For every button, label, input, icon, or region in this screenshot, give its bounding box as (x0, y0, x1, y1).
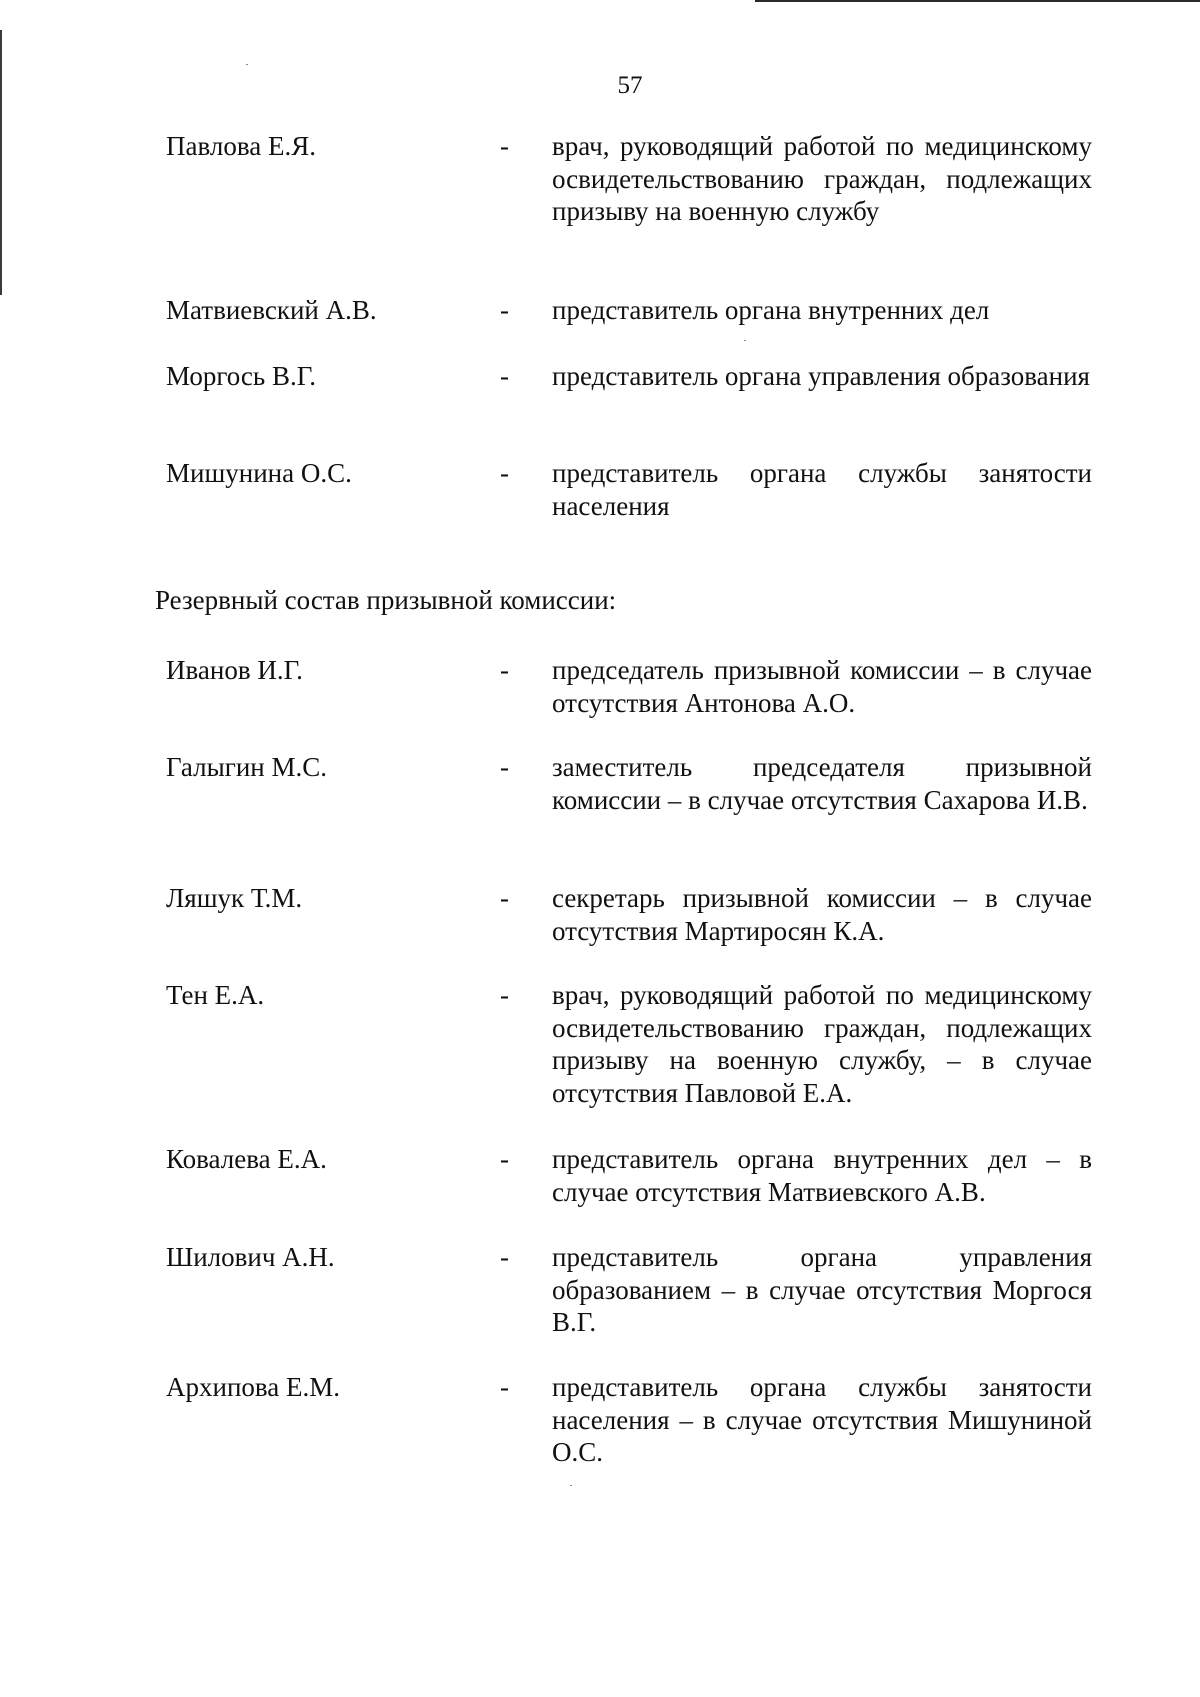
member-role: секретарь призывной комиссии – в случае отсутствия Мартиросян К.А. (552, 883, 1092, 946)
member-role: представитель органа службы занятости населения (552, 458, 1092, 521)
scan-speck (744, 340, 746, 341)
scan-edge-top (755, 0, 1200, 2)
member-role: представитель органа внутренних дел – в случае отсутствия Матвиевского А.В. (552, 1144, 1092, 1207)
member-name: Тен Е.А. (166, 980, 265, 1010)
member-role: заместитель председателя призывной комиссии – в случае отсутствия Сахарова И.В. (552, 752, 1092, 815)
member-name: Иванов И.Г. (166, 655, 303, 685)
member-role: врач, руководящий работой по медицинскому освидетельствованию граждан, подлежащих призыву на военную службу, – в случае отсутствия Павловой Е.А. (552, 980, 1092, 1108)
member-name: Ковалева Е.А. (166, 1144, 327, 1174)
reserve-section-heading: Резервный состав призывной комиссии: (155, 585, 617, 615)
member-separator: - (500, 1372, 509, 1402)
member-role: председатель призывной комиссии – в случае отсутствия Антонова А.О. (552, 655, 1092, 718)
member-separator: - (500, 131, 509, 161)
member-separator: - (500, 361, 509, 391)
member-role: врач, руководящий работой по медицинскому освидетельствованию граждан, подлежащих призыву на военную службу (552, 131, 1092, 226)
member-name: Мишунина О.С. (166, 458, 352, 488)
member-separator: - (500, 883, 509, 913)
member-name: Галыгин М.С. (166, 752, 328, 782)
member-separator: - (500, 458, 509, 488)
page-number: 57 (617, 72, 643, 99)
member-separator: - (500, 295, 509, 325)
member-separator: - (500, 1144, 509, 1174)
member-separator: - (500, 1242, 509, 1272)
member-role: представитель органа службы занятости населения – в случае отсутствия Мишуниной О.С. (552, 1372, 1092, 1467)
member-role: представитель органа внутренних дел (552, 295, 990, 325)
member-separator: - (500, 655, 509, 685)
scan-speck (246, 64, 248, 65)
member-name: Ляшук Т.М. (166, 883, 303, 913)
scan-speck (570, 1485, 572, 1486)
member-role: представитель органа управления образованием – в случае отсутствия Моргося В.Г. (552, 1242, 1092, 1337)
member-separator: - (500, 980, 509, 1010)
member-name: Архипова Е.М. (166, 1372, 341, 1402)
member-name: Павлова Е.Я. (166, 131, 316, 161)
member-name: Шилович А.Н. (166, 1242, 335, 1272)
member-name: Матвиевский А.В. (166, 295, 377, 325)
member-role: представитель органа управления образования (552, 361, 1090, 391)
member-separator: - (500, 752, 509, 782)
member-name: Моргось В.Г. (166, 361, 317, 391)
